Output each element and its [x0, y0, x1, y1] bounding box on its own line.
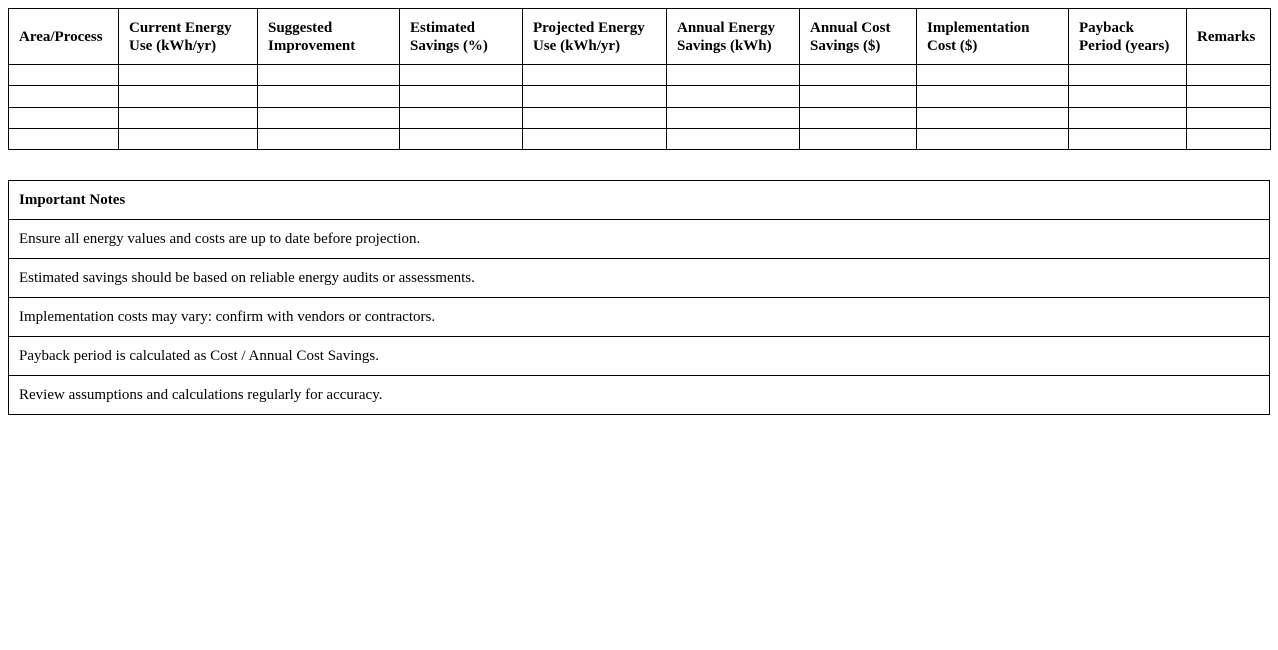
table-cell[interactable]: [258, 65, 400, 86]
table-cell[interactable]: [667, 65, 800, 86]
note-item: Estimated savings should be based on reliable energy audits or assessments.: [9, 259, 1270, 298]
table-cell[interactable]: [400, 65, 523, 86]
table-cell[interactable]: [523, 86, 667, 107]
table-cell[interactable]: [400, 107, 523, 128]
table-row: [9, 107, 1271, 128]
note-item: Implementation costs may vary: confirm with vendors or contractors.: [9, 298, 1270, 337]
column-header-annual-cost-savings: Annual Cost Savings ($): [800, 9, 917, 65]
note-item: Ensure all energy values and costs are up to date before projection.: [9, 220, 1270, 259]
note-row: [9, 337, 1270, 376]
table-cell[interactable]: [1187, 86, 1271, 107]
important-notes-table: [8, 180, 1270, 415]
table-cell[interactable]: [667, 128, 800, 149]
table-cell[interactable]: [1069, 107, 1187, 128]
table-cell[interactable]: [1069, 128, 1187, 149]
note-row: [9, 259, 1270, 298]
table-cell[interactable]: [800, 86, 917, 107]
table-cell[interactable]: [667, 86, 800, 107]
table-cell[interactable]: [917, 107, 1069, 128]
table-cell[interactable]: [258, 128, 400, 149]
table-row: [9, 86, 1271, 107]
table-cell[interactable]: [9, 65, 119, 86]
note-row: [9, 298, 1270, 337]
column-header-area-process: Area/Process: [9, 9, 119, 65]
table-cell[interactable]: [523, 128, 667, 149]
note-row: [9, 376, 1270, 415]
table-cell[interactable]: [9, 107, 119, 128]
table-cell[interactable]: [119, 86, 258, 107]
table-cell[interactable]: [258, 107, 400, 128]
column-header-annual-energy-savings: Annual Energy Savings (kWh): [667, 9, 800, 65]
note-item: Payback period is calculated as Cost / Annual Cost Savings.: [9, 337, 1270, 376]
table-cell[interactable]: [119, 107, 258, 128]
notes-title: Important Notes: [9, 181, 1270, 220]
column-header-remarks: Remarks: [1187, 9, 1271, 65]
table-row: [9, 65, 1271, 86]
column-header-suggested-improvement: Suggested Improvement: [258, 9, 400, 65]
note-item: Review assumptions and calculations regularly for accuracy.: [9, 376, 1270, 415]
table-cell[interactable]: [1069, 65, 1187, 86]
table-cell[interactable]: [800, 128, 917, 149]
table-cell[interactable]: [800, 107, 917, 128]
table-cell[interactable]: [917, 128, 1069, 149]
column-header-estimated-savings: Estimated Savings (%): [400, 9, 523, 65]
table-cell[interactable]: [400, 86, 523, 107]
table-cell[interactable]: [523, 65, 667, 86]
table-cell[interactable]: [1187, 128, 1271, 149]
table-cell[interactable]: [400, 128, 523, 149]
table-cell[interactable]: [800, 65, 917, 86]
table-row: [9, 128, 1271, 149]
column-header-implementation-cost: Implementation Cost ($): [917, 9, 1069, 65]
table-cell[interactable]: [9, 128, 119, 149]
table-cell[interactable]: [1187, 107, 1271, 128]
energy-projection-table: [8, 8, 1271, 150]
notes-header-row: [9, 181, 1270, 220]
column-header-payback-period: Payback Period (years): [1069, 9, 1187, 65]
column-header-projected-energy-use: Projected Energy Use (kWh/yr): [523, 9, 667, 65]
table-cell[interactable]: [119, 65, 258, 86]
table-cell[interactable]: [9, 86, 119, 107]
table-cell[interactable]: [1069, 86, 1187, 107]
table-cell[interactable]: [667, 107, 800, 128]
table-cell[interactable]: [258, 86, 400, 107]
table-cell[interactable]: [523, 107, 667, 128]
table-cell[interactable]: [917, 65, 1069, 86]
table-cell[interactable]: [1187, 65, 1271, 86]
table-header-row: [9, 9, 1271, 65]
table-cell[interactable]: [917, 86, 1069, 107]
table-cell[interactable]: [119, 128, 258, 149]
note-row: [9, 220, 1270, 259]
column-header-current-energy-use: Current Energy Use (kWh/yr): [119, 9, 258, 65]
